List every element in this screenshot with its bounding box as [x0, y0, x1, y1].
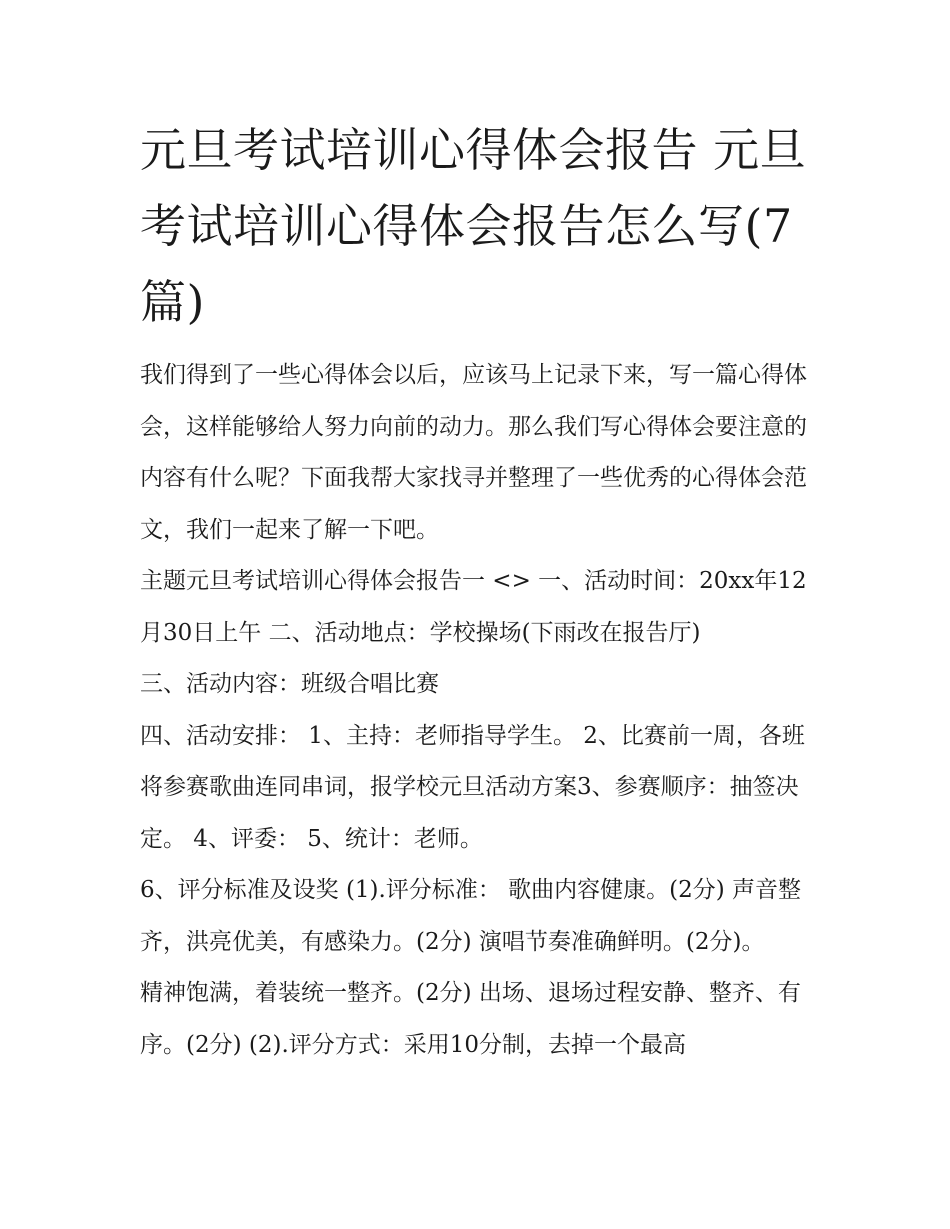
paragraph-activity-content: 三、活动内容：班级合唱比赛: [140, 671, 439, 697]
paragraph-activity-arrangement: 四、活动安排： 1、主持：老师指导学生。 2、比赛前一周，各班将参赛歌曲连同串词，报学校元旦活动方案3、参赛顺序：抽签决定。 4、评委： 5、统计：老师。: [140, 722, 805, 852]
paragraph-activity-time-place: 主题元旦考试培训心得体会报告一 <> 一、活动时间：20xx年12月30日上午 二、活动地点：学校操场(下雨改在报告厅): [140, 568, 807, 646]
paragraph-scoring-criteria: 6、评分标准及设奖 (1).评分标准： 歌曲内容健康。(2分) 声音整齐，洪亮优美，有感染力。(2分) 演唱节奏准确鲜明。(2分)。: [140, 877, 802, 955]
paragraph-intro: 我们得到了一些心得体会以后，应该马上记录下来，写一篇心得体会，这样能够给人努力向前的动力。那么我们写心得体会要注意的内容有什么呢？下面我帮大家找寻并整理了一些优秀的心得体会范文，我们一起来了解一下吧。: [140, 362, 807, 543]
document-title: 元旦考试培训心得体会报告 元旦考试培训心得体会报告怎么写(7篇): [140, 123, 807, 329]
title-spacer: [140, 340, 820, 350]
document-page: [140, 112, 820, 1071]
paragraph-scoring-method: 精神饱满，着装统一整齐。(2分) 出场、退场过程安静、整齐、有序。(2分) (2).评分方式：采用10分制，去掉一个最高: [140, 980, 801, 1058]
